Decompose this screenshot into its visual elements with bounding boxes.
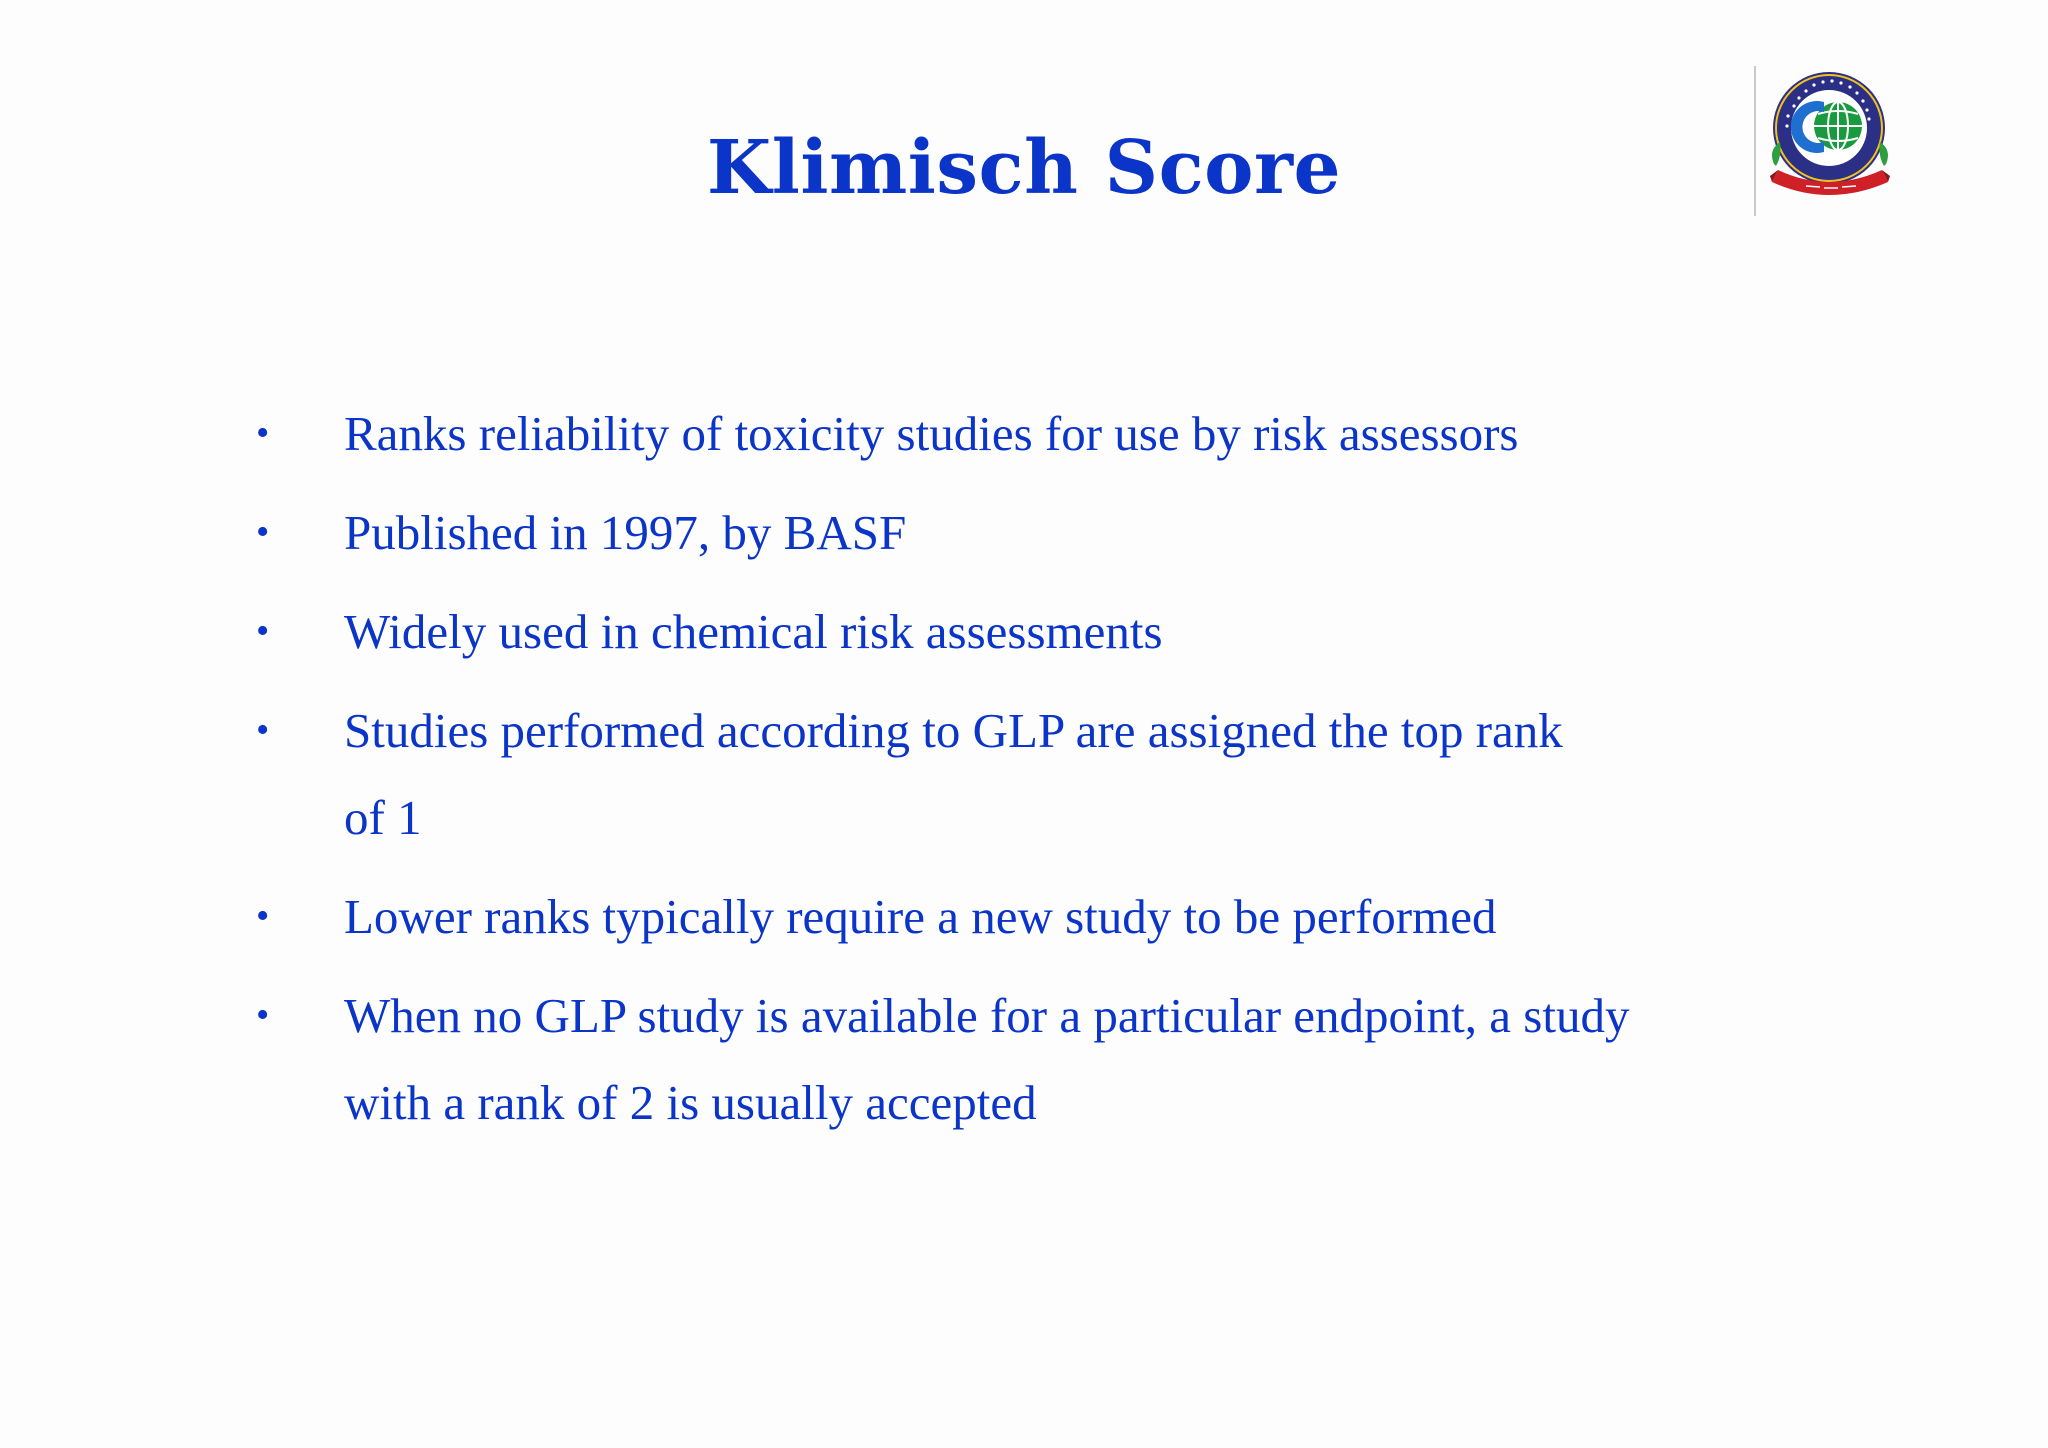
institute-of-chemical-technology-logo: [1766, 66, 1896, 216]
bullet-text: When no GLP study is available for a particular endpoint, a study with a rank of 2 is usually accepted: [344, 988, 1630, 1130]
bullet-text: Lower ranks typically require a new study to be performed: [344, 889, 1497, 944]
bullet-item: [250, 972, 1830, 1146]
bullet-dot: •: [256, 412, 270, 454]
logo-emblem-icon: [1766, 66, 1896, 216]
bullet-dot: •: [256, 709, 270, 751]
bullet-text: Published in 1997, by BASF: [344, 505, 907, 560]
bullet-item: [250, 873, 1830, 960]
bullet-text: Ranks reliability of toxicity studies for use by risk assessors: [344, 406, 1519, 461]
slide-title: Klimisch Score: [706, 125, 1342, 211]
bullet-item: [250, 489, 1830, 576]
bullet-dot: •: [256, 895, 270, 937]
bullet-dot: •: [256, 994, 270, 1036]
bullet-text: Widely used in chemical risk assessments: [344, 604, 1163, 659]
bullet-text: Studies performed according to GLP are assigned the top rank of 1: [344, 703, 1563, 845]
bullet-item: [250, 687, 1830, 861]
bullet-item: [250, 390, 1830, 477]
bullet-item: [250, 588, 1830, 675]
logo-divider: [1754, 66, 1756, 216]
bullet-dot: •: [256, 511, 270, 553]
bullet-dot: •: [256, 610, 270, 652]
bullet-list: [250, 390, 1830, 1158]
